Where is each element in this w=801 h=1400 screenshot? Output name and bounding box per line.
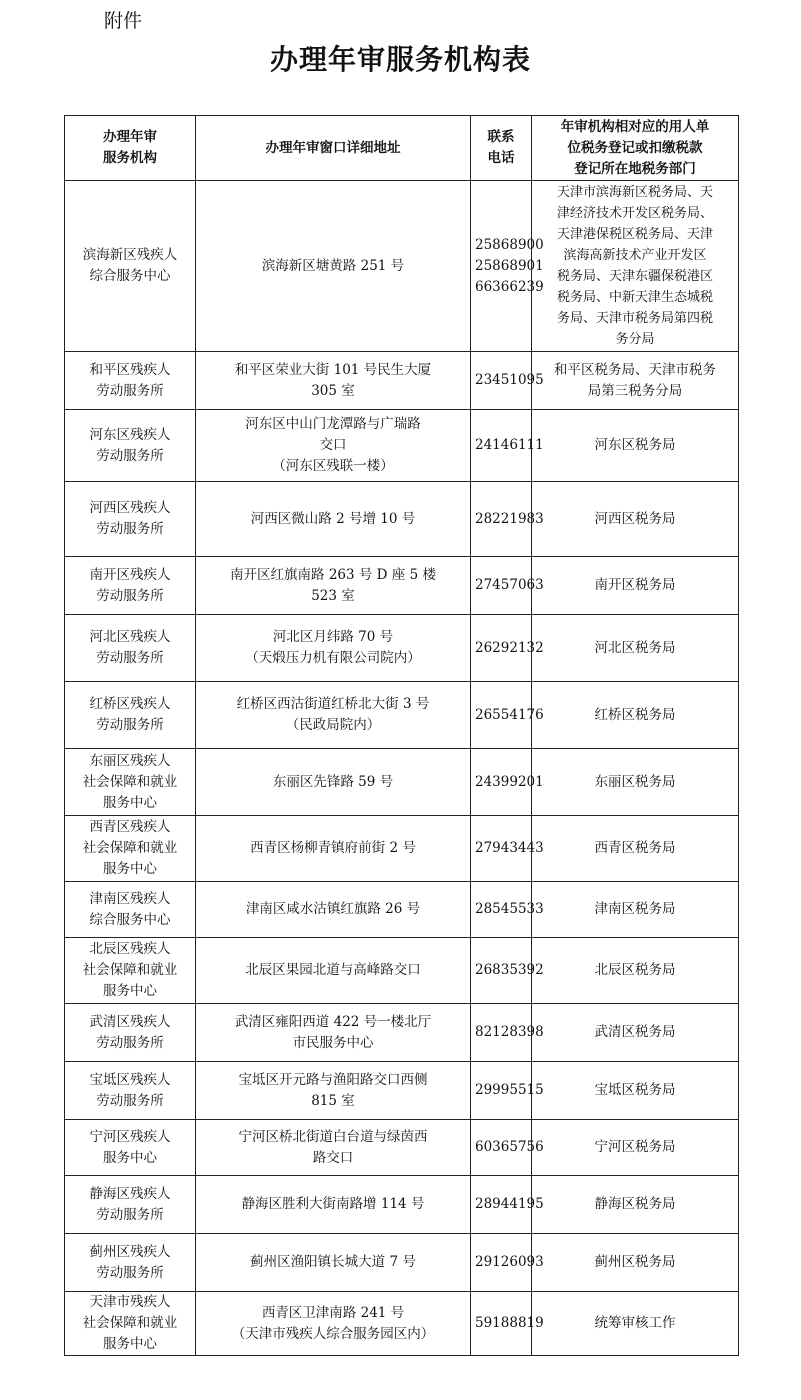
row-org-cell [65,816,196,882]
cell-line: 武清区税务局 [594,1024,676,1040]
cell-line: 劳动服务所 [96,382,164,399]
cell-line: 交口 [319,437,347,453]
cell-line: 河北区月纬路 70 号 [272,629,394,645]
cell-line: 60365756 [475,1139,544,1155]
row-org-cell [65,1176,196,1234]
cell-line: 和平区残疾人 [89,361,171,378]
cell-line: 宁河区残疾人 [89,1128,171,1145]
cell-line: 25868900 [475,236,544,253]
row-org-cell [65,749,196,816]
row-org-cell [65,181,196,352]
cell-line: 服务中心 [103,983,157,999]
table-row [65,682,739,749]
cell-line: 综合服务中心 [89,911,171,928]
cell-line: 和平区荣业大街 101 号民生大厦 [234,361,432,378]
cell-line: 务分局 [615,332,655,347]
row-address-cell [196,181,471,352]
cell-line: 静海区税务局 [594,1196,676,1212]
row-org-cell [65,557,196,615]
cell-line: 静海区残疾人 [89,1185,171,1202]
table-row [65,410,739,482]
table-header-row [65,116,739,181]
row-tax-dept-cell [532,482,739,557]
row-tax-dept-cell [532,181,739,352]
table-row [65,1120,739,1176]
cell-line: 河北区税务局 [594,639,676,656]
cell-line: 南开区残疾人 [89,566,171,583]
cell-line: 西青区税务局 [594,840,676,856]
row-phone-cell [471,181,544,352]
row-org-cell [65,1120,196,1176]
service-org-table [64,115,739,1356]
cell-line: 西青区杨柳青镇府前街 2 号 [250,840,416,856]
cell-line: 东丽区残疾人 [89,752,171,769]
cell-line: 劳动服务所 [96,650,164,666]
row-tax-dept-cell [532,557,739,615]
cell-line: （民政局院内） [285,717,381,733]
cell-line: 西青区卫津南路 241 号 [261,1304,405,1321]
row-org-cell [65,682,196,749]
row-tax-dept-cell [532,410,739,482]
cell-line: 路交口 [312,1149,354,1166]
cell-line: 59188819 [475,1315,544,1331]
cell-line: 东丽区税务局 [594,773,676,790]
cell-line: 宝坻区开元路与渔阳路交口西侧 [238,1071,428,1088]
cell-line: 津南区咸水沽镇红旗路 26 号 [245,901,421,917]
cell-line: 河西区微山路 2 号增 10 号 [250,510,416,527]
row-address-cell [196,816,471,882]
row-phone-cell [471,816,544,882]
row-tax-dept-cell [532,1176,739,1234]
row-tax-dept-cell [532,615,739,682]
cell-line: 天津市滨海新区税务局、天 [556,185,713,200]
table-row [65,1062,739,1120]
cell-line: （河东区残联一楼） [272,458,394,474]
row-phone-cell [471,938,544,1004]
cell-line: 务局、天津市税务局第四税 [556,311,713,326]
cell-line: 服务中心 [103,794,157,811]
cell-line: 静海区胜利大街南路增 114 号 [241,1196,425,1212]
row-phone-cell [471,482,544,557]
cell-line: 劳动服务所 [96,521,164,537]
row-address-cell [196,1004,471,1062]
cell-line: 27457063 [475,577,544,593]
row-tax-dept-cell [532,816,739,882]
cell-line: 服务中心 [103,861,157,877]
cell-line: 25868901 [475,257,544,274]
table-row [65,938,739,1004]
row-org-cell [65,882,196,938]
row-address-cell [196,1234,471,1292]
cell-line: 29126093 [475,1254,544,1270]
cell-line: 28221983 [475,510,544,527]
cell-line: 津南区残疾人 [89,890,171,907]
row-tax-dept-cell [532,1234,739,1292]
cell-line: 北辰区残疾人 [89,941,171,957]
cell-line: 滨海新区残疾人 [82,247,178,263]
cell-line: 劳动服务所 [96,1092,164,1109]
cell-line: 66366239 [475,278,544,295]
cell-line: 局第三税务分局 [587,382,683,399]
row-phone-cell [471,749,544,816]
table-row [65,181,739,352]
cell-line: 24146111 [475,437,544,453]
row-org-cell [65,1004,196,1062]
cell-line: 宁河区桥北街道白台道与绿茵西 [238,1128,428,1145]
cell-line: 河西区残疾人 [89,500,171,516]
row-phone-cell [471,615,544,682]
row-phone-cell [471,1062,544,1120]
row-phone-cell [471,410,544,482]
row-phone-cell [471,1004,544,1062]
row-org-cell [65,410,196,482]
row-address-cell [196,938,471,1004]
cell-line: 东丽区先锋路 59 号 [272,773,394,790]
table-row [65,557,739,615]
cell-line: 南开区税务局 [594,577,676,593]
row-tax-dept-cell [532,682,739,749]
cell-line: 29995515 [475,1082,544,1098]
row-address-cell [196,1176,471,1234]
table-row [65,1292,739,1356]
header-org: 办理年审 服务机构 [65,116,196,181]
cell-line: 劳动服务所 [96,1034,164,1051]
cell-line: 劳动服务所 [96,1206,164,1223]
cell-line: 815 室 [311,1092,355,1109]
cell-line: 劳动服务所 [96,447,164,464]
cell-line: 宝坻区税务局 [594,1082,676,1098]
cell-line: 26554176 [475,706,544,723]
cell-line: 26292132 [475,639,544,656]
row-address-cell [196,557,471,615]
row-tax-dept-cell [532,938,739,1004]
row-phone-cell [471,1234,544,1292]
cell-line: （天津市残疾人综合服务园区内） [231,1325,435,1342]
cell-line: 北辰区税务局 [594,962,676,978]
cell-line: 蓟州区税务局 [594,1254,676,1270]
row-address-cell [196,1062,471,1120]
row-org-cell [65,615,196,682]
cell-line: 河东区残疾人 [89,426,171,443]
cell-line: 西青区残疾人 [89,819,171,835]
row-org-cell [65,482,196,557]
cell-line: 武清区残疾人 [89,1013,171,1030]
header-address: 办理年审窗口详细地址 [196,116,471,181]
cell-line: 社会保障和就业 [82,773,178,790]
cell-line: 劳动服务所 [96,587,164,604]
cell-line: 河东区中山门龙潭路与广瑞路 [245,416,421,432]
cell-line: 津经济技术开发区税务局、 [556,206,713,221]
row-phone-cell [471,1120,544,1176]
cell-line: 南开区红旗南路 263 号 D 座 5 楼 [230,566,436,583]
cell-line: 红桥区西沽街道红桥北大街 3 号 [236,696,430,712]
cell-line: 统筹审核工作 [594,1315,676,1331]
cell-line: 26835392 [475,962,544,978]
cell-line: 宝坻区残疾人 [89,1071,171,1088]
header-tax-dept: 年审机构相对应的用人单 位税务登记或扣缴税款 登记所在地税务部门 [532,116,739,181]
header-phone: 联系 电话 [471,116,532,181]
table-row [65,615,739,682]
cell-line: 蓟州区渔阳镇长城大道 7 号 [250,1254,416,1270]
table-row [65,1176,739,1234]
row-tax-dept-cell [532,749,739,816]
row-phone-cell [471,352,544,410]
row-tax-dept-cell [532,1120,739,1176]
cell-line: 北辰区果园北道与高峰路交口 [245,962,421,978]
row-address-cell [196,352,471,410]
table-row [65,749,739,816]
table-row [65,882,739,938]
cell-line: （天煅压力机有限公司院内） [245,650,421,666]
cell-line: 82128398 [475,1024,544,1040]
cell-line: 服务中心 [103,1336,157,1352]
cell-line: 税务局、天津东疆保税港区 [556,269,713,284]
cell-line: 天津市残疾人 [89,1294,171,1310]
cell-line: 劳动服务所 [96,717,164,733]
row-phone-cell [471,1292,544,1356]
row-org-cell [65,1062,196,1120]
cell-line: 305 室 [311,382,355,399]
cell-line: 市民服务中心 [292,1034,374,1051]
cell-line: 劳动服务所 [96,1264,164,1281]
row-tax-dept-cell [532,1292,739,1356]
cell-line: 蓟州区残疾人 [89,1243,171,1260]
row-address-cell [196,482,471,557]
cell-line: 和平区税务局、天津市税务 [554,361,716,378]
cell-line: 红桥区税务局 [594,706,676,723]
cell-line: 523 室 [311,587,355,604]
table-row [65,482,739,557]
cell-line: 28944195 [475,1196,544,1212]
table-row [65,816,739,882]
cell-line: 综合服务中心 [89,268,171,284]
table-row [65,1234,739,1292]
cell-line: 社会保障和就业 [82,840,178,856]
cell-line: 武清区雍阳西道 422 号一楼北厅 [234,1013,432,1030]
row-phone-cell [471,557,544,615]
row-tax-dept-cell [532,882,739,938]
cell-line: 河东区税务局 [594,437,676,453]
cell-line: 社会保障和就业 [82,962,178,978]
cell-line: 河北区残疾人 [89,629,171,645]
row-org-cell [65,938,196,1004]
table-row [65,352,739,410]
row-address-cell [196,615,471,682]
table-row [65,1004,739,1062]
row-tax-dept-cell [532,1062,739,1120]
row-address-cell [196,1292,471,1356]
cell-line: 津南区税务局 [594,901,676,917]
cell-line: 24399201 [475,773,544,790]
cell-line: 税务局、中新天津生态城税 [556,290,713,305]
cell-line: 滨海高新技术产业开发区 [563,248,707,263]
cell-line: 河西区税务局 [594,510,676,527]
page-title: 办理年审服务机构表 [269,43,531,76]
cell-line: 23451095 [475,372,544,388]
row-address-cell [196,749,471,816]
attachment-label: 附件 [104,10,143,32]
cell-line: 27943443 [475,840,544,856]
cell-line: 天津港保税区税务局、天津 [556,227,713,242]
row-address-cell [196,682,471,749]
row-org-cell [65,352,196,410]
row-phone-cell [471,682,544,749]
row-address-cell [196,410,471,482]
cell-line: 红桥区残疾人 [89,696,171,712]
cell-line: 社会保障和就业 [82,1315,178,1331]
row-address-cell [196,1120,471,1176]
cell-line: 28545533 [475,901,544,917]
row-phone-cell [471,882,544,938]
cell-line: 宁河区税务局 [594,1139,676,1155]
row-org-cell [65,1292,196,1356]
cell-line: 滨海新区塘黄路 251 号 [261,257,405,274]
row-tax-dept-cell [532,352,739,410]
row-org-cell [65,1234,196,1292]
row-phone-cell [471,1176,544,1234]
cell-line: 服务中心 [103,1149,157,1166]
row-address-cell [196,882,471,938]
row-tax-dept-cell [532,1004,739,1062]
